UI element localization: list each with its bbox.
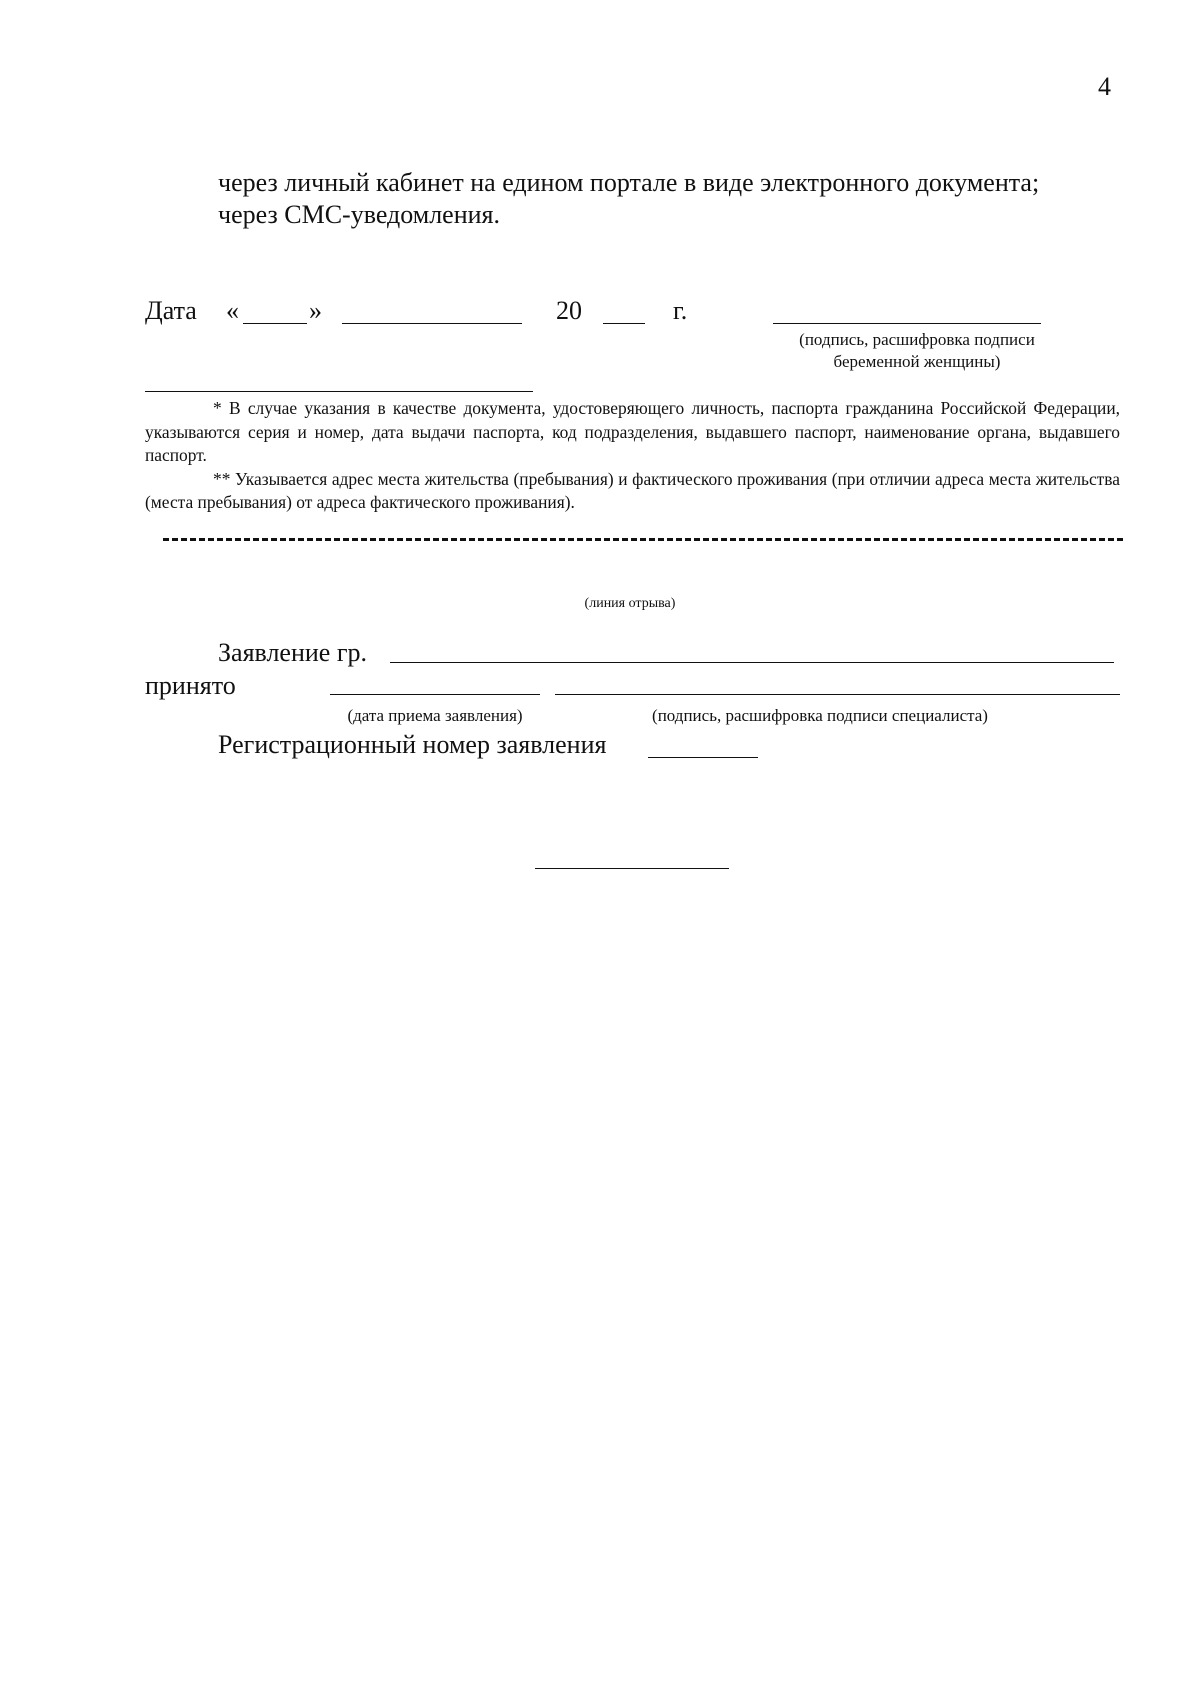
intro-line-portal: через личный кабинет на едином портале в виде электронного документа; [218, 168, 1040, 197]
footnote-address: ** Указывается адрес места жительства (пребывания) и фактического проживания (при отличии адреса места жительства (места пребывания) от адреса фактического проживания). [145, 468, 1120, 512]
registration-number-label: Регистрационный номер заявления [218, 730, 607, 759]
accepted-label: принято [145, 671, 236, 700]
specialist-signature-caption: (подпись, расшифровка подписи специалиста) [652, 706, 988, 725]
month-field[interactable] [342, 323, 522, 324]
specialist-signature-field[interactable] [555, 694, 1120, 695]
year-suffix: г. [673, 296, 688, 325]
quote-close: » [309, 296, 322, 325]
date-label: Дата [145, 296, 197, 325]
acceptance-date-caption: (дата приема заявления) [347, 706, 523, 725]
year-field[interactable] [603, 323, 645, 324]
registration-number-field[interactable] [648, 757, 758, 758]
woman-signature-field[interactable] [773, 323, 1041, 324]
tear-line-label: (линия отрыва) [584, 596, 676, 611]
day-field[interactable] [243, 323, 307, 324]
statement-label: Заявление гр. [218, 638, 368, 667]
footnotes [145, 397, 1120, 515]
applicant-name-field[interactable] [390, 662, 1114, 663]
year-prefix: 20 [556, 296, 582, 325]
page-number: 4 [1098, 72, 1111, 101]
footnote-separator [145, 391, 533, 392]
woman-signature-caption-line1: (подпись, расшифровка подписи [799, 330, 1035, 349]
tear-line [163, 538, 1123, 541]
woman-signature-caption-line2: беременной женщины) [833, 352, 1001, 371]
footnote-passport: * В случае указания в качестве документа, удостоверяющего личность, паспорта гражданина Российской Федерации, указываются серия и номер, дата выдачи паспорта, код подразделения, выдавшего паспорт, наименование органа, выдавшего паспорт. [145, 398, 1120, 465]
acceptance-date-field[interactable] [330, 694, 540, 695]
intro-line-sms: через СМС-уведомления. [218, 200, 501, 229]
document-end-rule [535, 868, 729, 869]
quote-open: « [226, 296, 239, 325]
